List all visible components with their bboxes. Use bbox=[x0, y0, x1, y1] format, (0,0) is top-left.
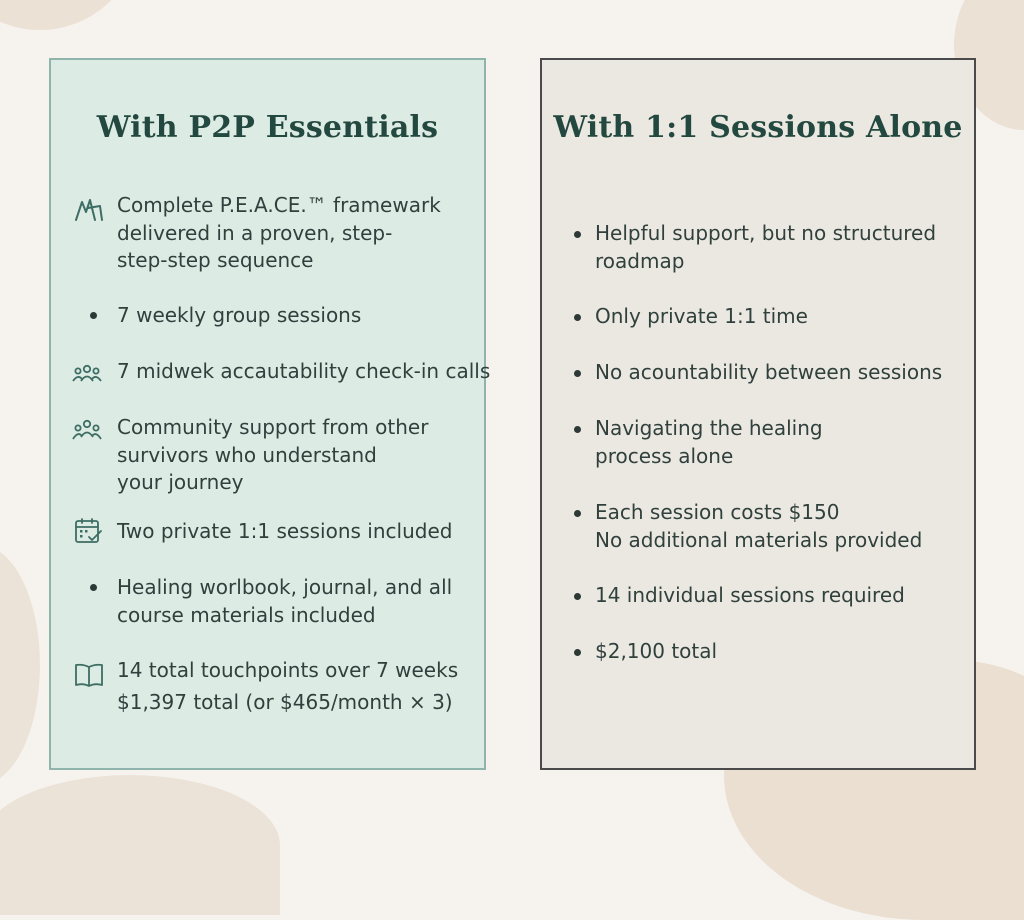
list-item: Helpful support, but no structured roadmap bbox=[595, 221, 937, 273]
path-icon bbox=[73, 196, 105, 224]
list-item: $2,100 total bbox=[595, 639, 718, 663]
bullet-icon bbox=[90, 584, 97, 591]
one-on-one-sessions-card bbox=[540, 58, 976, 770]
list-item: 7 midwek accautability check-in calls bbox=[117, 359, 491, 383]
list-item: Each session costs $150 No additional materials provided bbox=[595, 500, 923, 552]
bullet-icon bbox=[574, 370, 581, 377]
bullet-icon bbox=[574, 649, 581, 656]
card-title: With 1:1 Sessions Alone bbox=[553, 110, 963, 145]
bullet-icon bbox=[574, 231, 581, 238]
bullet-icon bbox=[574, 426, 581, 433]
list-item: Two private 1:1 sessions included bbox=[117, 519, 453, 543]
list-item: Navigating the healing process alone bbox=[595, 416, 823, 468]
bullet-icon bbox=[90, 312, 97, 319]
calendar-check-icon bbox=[73, 517, 105, 545]
list-item: 14 total touchpoints over 7 weeks $1,397 total (or $465/month × 3) bbox=[117, 658, 459, 714]
card-title: With P2P Essentials bbox=[96, 110, 439, 145]
list-item: 7 weekly group sessions bbox=[117, 303, 362, 327]
list-item: Healing worlbook, journal, and all course materials included bbox=[117, 575, 453, 627]
p2p-essentials-card bbox=[49, 58, 491, 770]
community-icon bbox=[71, 417, 103, 445]
list-item: No acountability between sessions bbox=[595, 360, 943, 384]
list-item: Complete P.E.A.CE.™ framewark delivered in a proven, step- step-step sequence bbox=[117, 193, 441, 272]
decorative-blob-top-left bbox=[0, 0, 140, 30]
list-item: Only private 1:1 time bbox=[595, 304, 808, 328]
decorative-blob-bottom-left bbox=[0, 775, 280, 915]
bullet-icon bbox=[574, 314, 581, 321]
list-item: 14 individual sessions required bbox=[595, 583, 905, 607]
bullet-icon bbox=[574, 593, 581, 600]
bullet-icon bbox=[574, 510, 581, 517]
book-icon bbox=[73, 661, 105, 689]
list-item: Community support from other survivors who understand your journey bbox=[117, 415, 429, 494]
decorative-blob-left bbox=[0, 545, 40, 785]
group-icon bbox=[71, 360, 103, 388]
